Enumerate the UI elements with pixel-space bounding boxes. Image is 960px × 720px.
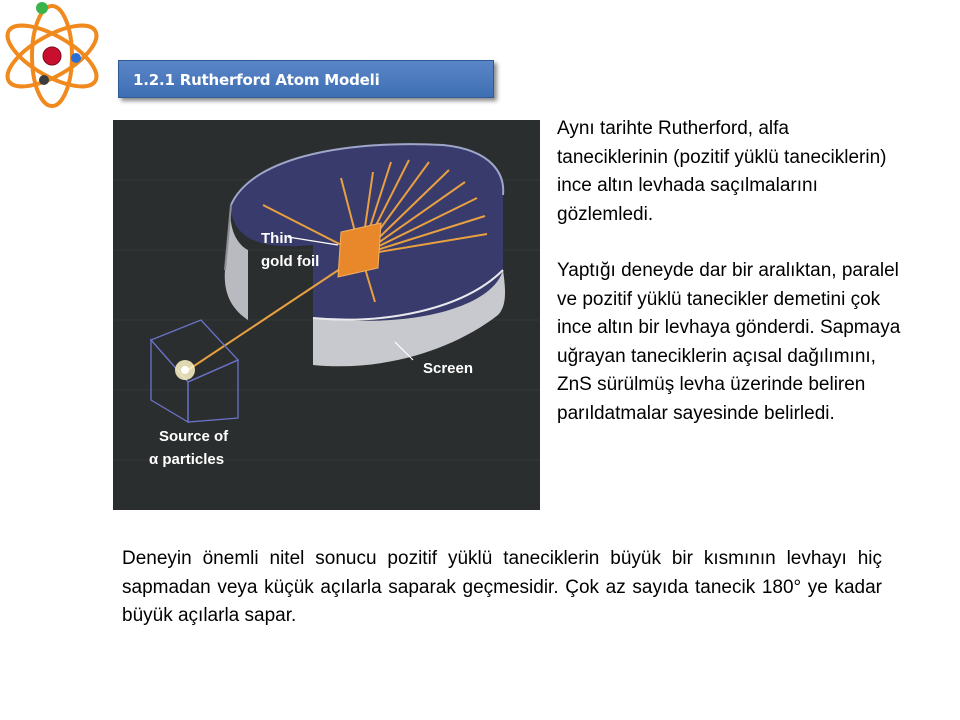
side-paragraph-2: Yaptığı deneyde dar bir aralıktan, paralel ve pozitif yüklü tanecikler demetini çok ince altın bir levhaya gönderdi. Sapmaya uğrayan taneciklerin açısal dağılımını, ZnS sürülmüş levha üzerinde beliren parıldatmalar sayesinde belirledi.: [557, 260, 901, 424]
screen-label: Screen: [423, 360, 474, 377]
source-label-line2: α particles: [149, 451, 225, 468]
atom-logo-icon: [0, 0, 112, 124]
section-title: 1.2.1 Rutherford Atom Modeli: [133, 71, 380, 89]
side-text-block: [557, 115, 902, 428]
bottom-paragraph: Deneyin önemli nitel sonucu pozitif yüklü taneciklerin büyük bir kısmının levhayı hiç sapmadan veya küçük açılarla saparak geçmesidir. Çok az sayıda tanecik 180° ye kadar büyük açılarla sapar.: [122, 548, 882, 626]
foil-label-line1: Thin: [261, 230, 293, 247]
source-label-line1: Source of: [159, 428, 229, 445]
foil-label-line2: gold foil: [261, 253, 320, 270]
rutherford-experiment-figure: [113, 120, 540, 510]
section-title-bar: [118, 60, 494, 98]
side-paragraph-1: Aynı tarihte Rutherford, alfa taneciklerinin (pozitif yüklü taneciklerin) ince altın levhada saçılmalarını gözlemledi.: [557, 118, 887, 225]
